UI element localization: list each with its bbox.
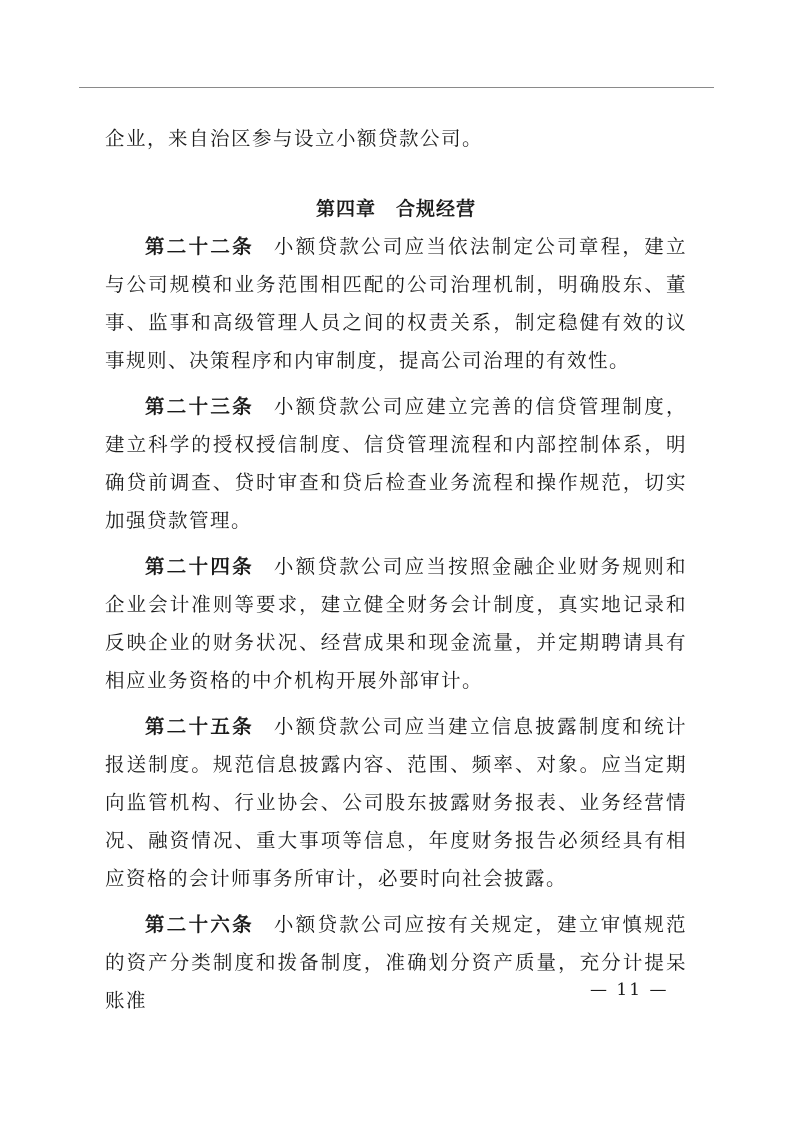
continuation-paragraph: 企业，来自治区参与设立小额贷款公司。: [105, 127, 484, 150]
article-paragraph: [105, 548, 687, 700]
article-text: 小额贷款公司应按有关规定，建立审慎规范的资产分类制度和拨备制度，准确划分资产质量，充分计提呆账准: [105, 913, 687, 1012]
article-text: 小额贷款公司应当建立信息披露制度和统计报送制度。规范信息披露内容、范围、频率、对象。应当定期向监管机构、行业协会、公司股东披露财务报表、业务经营情况、融资情况、重大事项等信息，年度财务报告必须经具有相应资格的会计师事务所审计，必要时向社会披露。: [105, 715, 687, 890]
page-body: [105, 120, 687, 1020]
article-text: 小额贷款公司应当依法制定公司章程，建立与公司规模和业务范围相匹配的公司治理机制，明确股东、董事、监事和高级管理人员之间的权责关系，制定稳健有效的议事规则、决策程序和内审制度，提高公司治理的有效性。: [105, 235, 687, 372]
article-label: 第二十三条: [145, 395, 254, 418]
header-rule: [79, 87, 714, 88]
chapter-title: 第四章 合规经营: [315, 198, 476, 220]
article-label: 第二十二条: [145, 235, 254, 258]
article-label: 第二十四条: [145, 555, 254, 578]
article-paragraph: [105, 906, 687, 1020]
article-text: 小额贷款公司应当按照金融企业财务规则和企业会计准则等要求，建立健全财务会计制度，真实地记录和反映企业的财务状况、经营成果和现金流量，并定期聘请具有相应业务资格的中介机构开展外部审计。: [105, 555, 687, 692]
article-text: 小额贷款公司应建立完善的信贷管理制度，建立科学的授权授信制度、信贷管理流程和内部控制体系，明确贷前调查、贷时审查和贷后检查业务流程和操作规范，切实加强贷款管理。: [105, 395, 687, 532]
page-number: — 11 —: [590, 980, 669, 1000]
article-paragraph: [105, 228, 687, 380]
article-paragraph: [105, 388, 687, 540]
article-paragraph: [105, 708, 687, 898]
article-label: 第二十五条: [145, 715, 254, 738]
article-label: 第二十六条: [145, 913, 254, 936]
